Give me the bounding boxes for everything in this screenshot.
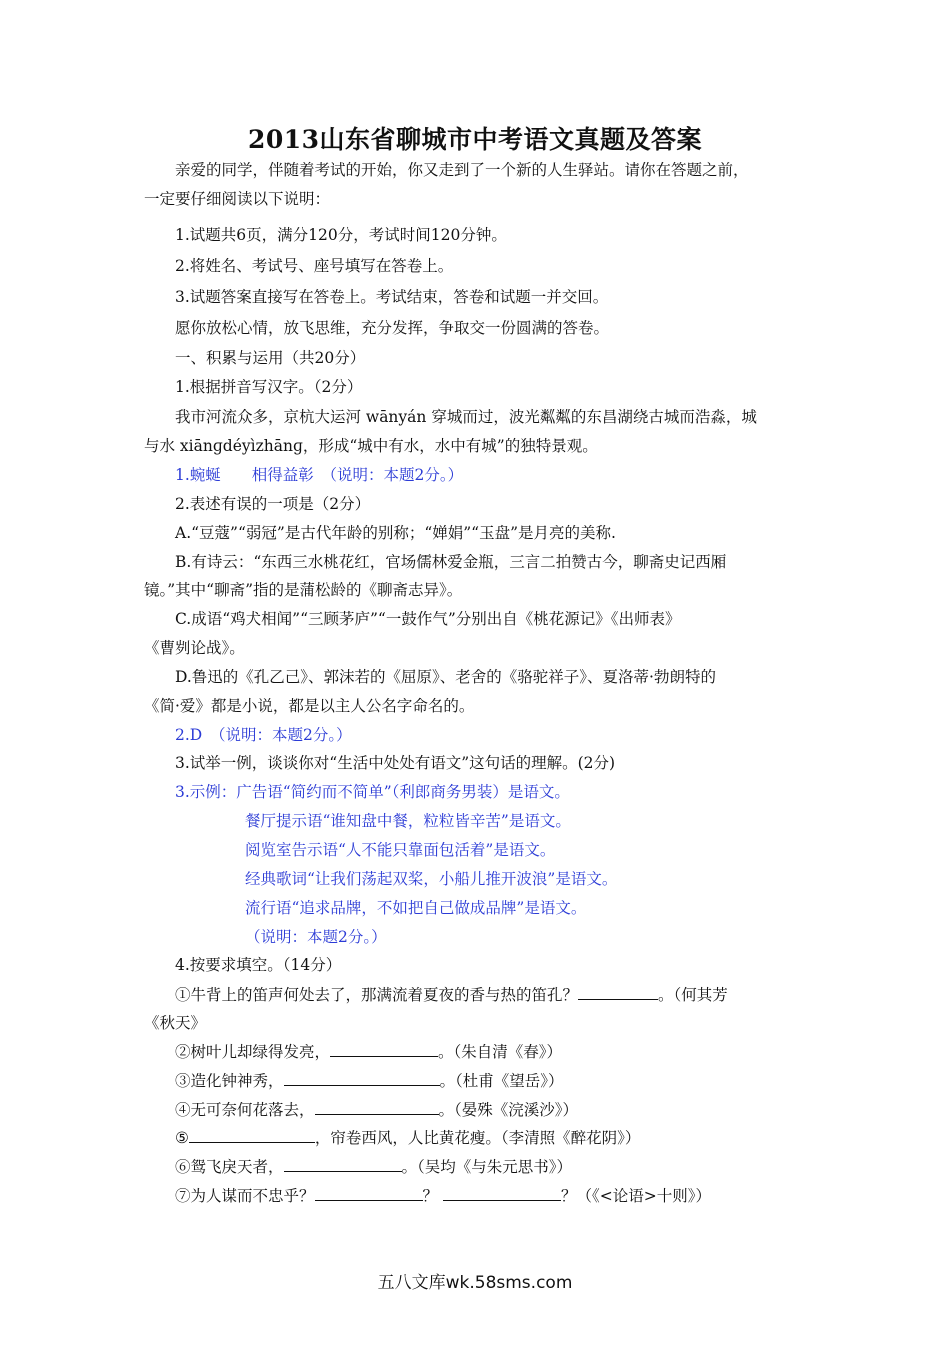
- q2-option-d-line-1: D.鲁迅的《孔乙己》、郭沫若的《屈原》、老舍的《骆驼祥子》、夏洛蒂·勃朗特的: [175, 668, 716, 686]
- rule-3: 3.试题答案直接写在答卷上。考试结束，答卷和试题一并交回。: [175, 288, 609, 306]
- q2-answer: 2.D （说明：本题2分。）: [175, 726, 352, 744]
- answer-blank: [330, 1042, 438, 1057]
- q4-item-2-source: 。（朱自清《春》）: [438, 1043, 563, 1061]
- q4-item-5-source: ，帘卷西风，人比黄花瘦。（李清照《醉花阴》）: [314, 1129, 641, 1147]
- wish-line: 愿你放松心情，放飞思维，充分发挥，争取交一份圆满的答卷。: [175, 319, 610, 337]
- answer-blank: [284, 1157, 402, 1172]
- q2-option-d-line-2: 《简·爱》都是小说，都是以主人公名字命名的。: [144, 697, 475, 715]
- q4-item-4: [175, 1100, 578, 1120]
- q3-answer-line-3: 阅览室告示语“人不能只靠面包活着”是语文。: [245, 841, 556, 859]
- q4-item-6: [175, 1157, 572, 1177]
- answer-blank: [315, 1186, 423, 1201]
- q2-stem: 2.表述有误的一项是（2分）: [175, 495, 371, 513]
- q2-option-b-line-1: B.有诗云：“东西三水桃花红，官场儒林爱金瓶，三言二拍赞古今，聊斋史记西厢: [175, 553, 727, 571]
- q4-item-7-source: ？（《<论语>十则》）: [560, 1187, 711, 1205]
- q3-answer-line-2: 餐厅提示语“谁知盘中餐，粒粒皆辛苦”是语文。: [245, 812, 571, 830]
- q4-item-5: [175, 1128, 640, 1148]
- page-title: 2013山东省聊城市中考语文真题及答案: [247, 125, 703, 154]
- q4-item-2-text: ②树叶儿却绿得发亮，: [175, 1043, 331, 1061]
- q4-item-3-text: ③造化钟神秀，: [175, 1072, 284, 1090]
- q1-text-line-2: 与水 xiānɡdéyìzhānɡ，形成“城中有水，水中有城”的独特景观。: [144, 437, 598, 455]
- q4-item-1: [175, 985, 728, 1005]
- answer-blank: [189, 1128, 315, 1143]
- rule-2: 2.将姓名、考试号、座号填写在答卷上。: [175, 257, 454, 275]
- q4-item-6-text: ⑥鸳飞戾天者，: [175, 1158, 284, 1176]
- q3-answer-line-4: 经典歌词“让我们荡起双桨，小船儿推开波浪”是语文。: [245, 870, 618, 888]
- q2-option-c-line-2: 《曹刿论战》。: [144, 639, 245, 657]
- answer-blank: [284, 1071, 440, 1086]
- q1-answer: 1.蜿蜒 相得益彰 （说明：本题2分。）: [175, 466, 464, 484]
- q3-answer-line-1: 3.示例：广告语“简约而不简单”（利郎商务男装）是语文。: [175, 783, 570, 801]
- q4-item-3-source: 。（杜甫《望岳》）: [439, 1072, 564, 1090]
- rule-1: 1.试题共6页，满分120分，考试时间120分钟。: [175, 226, 507, 244]
- answer-blank: [315, 1100, 439, 1115]
- q2-option-c-line-1: C.成语“鸡犬相闻”“三顾茅庐”“一鼓作气”分别出自《桃花源记》《出师表》: [175, 610, 681, 628]
- answer-blank: [443, 1186, 561, 1201]
- q3-stem: 3.试举一例，谈谈你对“生活中处处有语文”这句话的理解。(2分): [175, 754, 616, 772]
- q2-option-a: A.“豆蔻”“弱冠”是古代年龄的别称；“婵娟”“玉盘”是月亮的美称.: [175, 524, 616, 542]
- intro-paragraph-line-1: 亲爱的同学，伴随着考试的开始，你又走到了一个新的人生驿站。请你在答题之前，: [175, 161, 749, 179]
- q1-stem: 1.根据拼音写汉字。（2分）: [175, 378, 363, 396]
- q4-item-2: [175, 1042, 562, 1062]
- q4-item-1-source: 。（何其芳: [658, 986, 728, 1004]
- q4-item-5-text: ⑤: [175, 1129, 189, 1147]
- footer-watermark: 五八文库wk.58sms.com: [377, 1273, 573, 1293]
- q4-item-6-source: 。（吴均《与朱元思书》）: [401, 1158, 573, 1176]
- q2-option-b-line-2: 镜。”其中“聊斋”指的是蒲松龄的《聊斋志异》。: [144, 581, 463, 599]
- q4-item-1-text: ①牛背上的笛声何处去了，那满流着夏夜的香与热的笛孔？: [175, 986, 579, 1004]
- q4-stem: 4.按要求填空。（14分）: [175, 956, 342, 974]
- q4-item-3: [175, 1071, 564, 1091]
- q4-item-7: [175, 1186, 711, 1206]
- q4-item-7-text: ⑦为人谋而不忠乎？: [175, 1187, 315, 1205]
- q1-text-line-1: 我市河流众多，京杭大运河 wānyán 穿城而过，波光粼粼的东昌湖绕古城而浩淼，城: [175, 408, 757, 426]
- q3-answer-line-6: （说明：本题2分。）: [245, 928, 387, 946]
- q4-item-4-source: 。（晏殊《浣溪沙》）: [438, 1101, 579, 1119]
- q4-item-4-text: ④无可奈何花落去，: [175, 1101, 315, 1119]
- q3-answer-line-5: 流行语“追求品牌，不如把自己做成品牌”是语文。: [245, 899, 587, 917]
- q4-item-7-mid: ？: [422, 1187, 439, 1205]
- intro-paragraph-line-2: 一定要仔细阅读以下说明：: [144, 190, 331, 208]
- section-heading: 一、积累与运用（共20分）: [175, 349, 366, 367]
- q4-item-1-line-2: 《秋天》: [144, 1014, 207, 1032]
- answer-blank: [578, 985, 658, 1000]
